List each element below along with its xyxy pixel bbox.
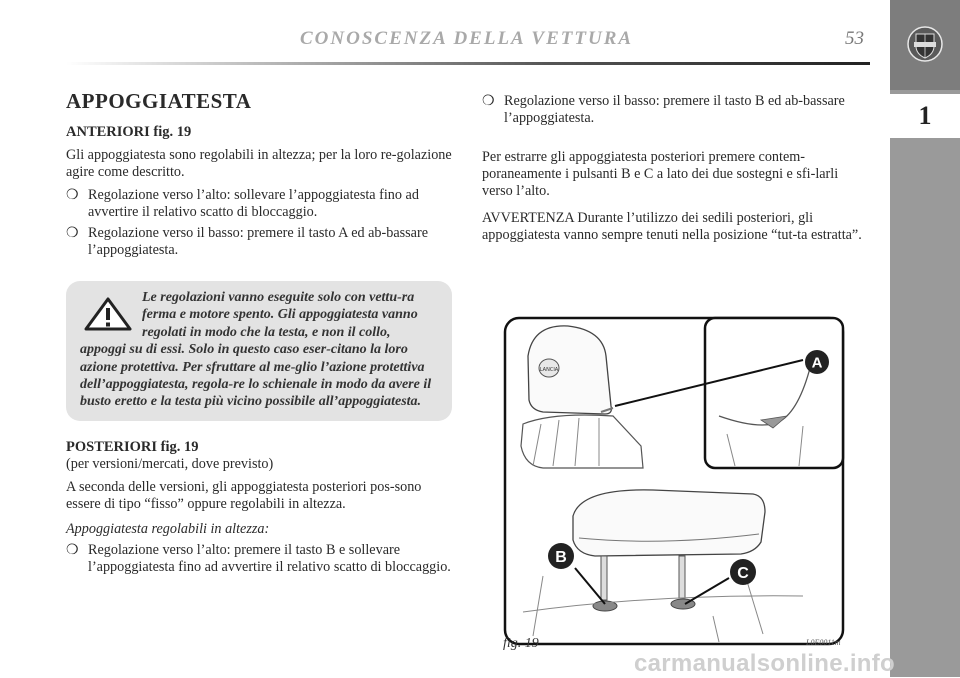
chapter-number: 1 [918,101,932,130]
section-title: APPOGGIATESTA [66,89,252,113]
extract-paragraph: Per estrarre gli appoggiatesta posteriori premere contem-poraneamente i pulsanti B e C a lato dei due sostegni e sfi-larli verso l’alto. [482,149,839,199]
left-column [66,88,452,580]
chapter-sidebar [890,0,960,677]
warning-text: Le regolazioni vanno eseguite solo con vettu-ra ferma e motore spento. Gli appoggiatesta vanno regolati in modo che la testa, e non il collo, appoggi su di essi. Solo in questo caso eser-citano la loro azione protettiva. Per sfruttare al me-glio l’azione protettiva dell’appoggiatesta, regola-re lo schienale in modo da avere il busto eretto e la testa più vicino possibile all’appoggiatesta. [80,290,432,410]
front-intro: Gli appoggiatesta sono regolabili in altezza; per la loro re-golazione agire come descritto. [66,147,452,180]
headrest-illustration [503,316,845,646]
front-bullet-down-text: Regolazione verso il basso: premere il tasto A ed ab-bassare l’appoggiatesta. [88,225,428,258]
adjustable-heading: Appoggiatesta regolabili in altezza: [66,520,270,537]
sidebar-logo-area [890,0,960,90]
rear-heading: POSTERIORI fig. 19 [66,438,199,455]
lancia-logo-icon [907,26,943,62]
bullet-mark: ❍ [66,541,79,558]
rear-note: (per versioni/mercati, dove previsto) [66,455,274,472]
bullet-mark: ❍ [66,187,79,203]
chapter-indicator [890,94,960,138]
page-number: 53 [845,28,864,49]
rear-bullet-down [482,93,868,127]
page-header-title: CONOSCENZA DELLA VETTURA [300,28,634,49]
rear-bullet-down-text: Regolazione verso il basso: premere il tasto B ed ab-bassare l’appoggiatesta. [504,93,845,126]
rear-bullet-up [66,542,452,576]
caution-paragraph: AVVERTENZA Durante l’utilizzo dei sedili posteriori, gli appoggiatesta vanno sempre tenuti nella posizione “tut-ta estratta”. [482,210,862,243]
right-column [482,93,868,250]
bullet-mark: ❍ [66,225,79,241]
rear-bullet-up-text: Regolazione verso l’alto: premere il tasto B e sollevare l’appoggiatesta fino ad avvertire il relativo scatto di bloccaggio. [88,541,451,575]
figure-logo-text: LANCIA [539,367,559,373]
label-a: A [811,354,823,372]
figure-caption: fig. 19 [503,636,539,651]
bullet-mark: ❍ [482,93,495,109]
front-bullet-up-text: Regolazione verso l’alto: sollevare l’appoggiatesta fino ad avvertire il relativo scatto di bloccaggio. [88,187,419,220]
front-heading: ANTERIORI fig. 19 [66,124,192,140]
label-c: C [737,565,749,582]
rear-intro: A seconda delle versioni, gli appoggiatesta posteriori pos-sono essere di tipo “fisso” oppure regolabili in altezza. [66,478,422,512]
header-rule [66,62,870,65]
watermark: carmanualsonline.info [634,650,896,677]
figure-code: L0E0011m [806,638,841,647]
front-bullet-up [66,187,452,221]
label-b: B [555,549,567,566]
front-bullet-down [66,225,452,259]
warning-triangle-icon [84,297,132,331]
warning-box [66,281,452,421]
